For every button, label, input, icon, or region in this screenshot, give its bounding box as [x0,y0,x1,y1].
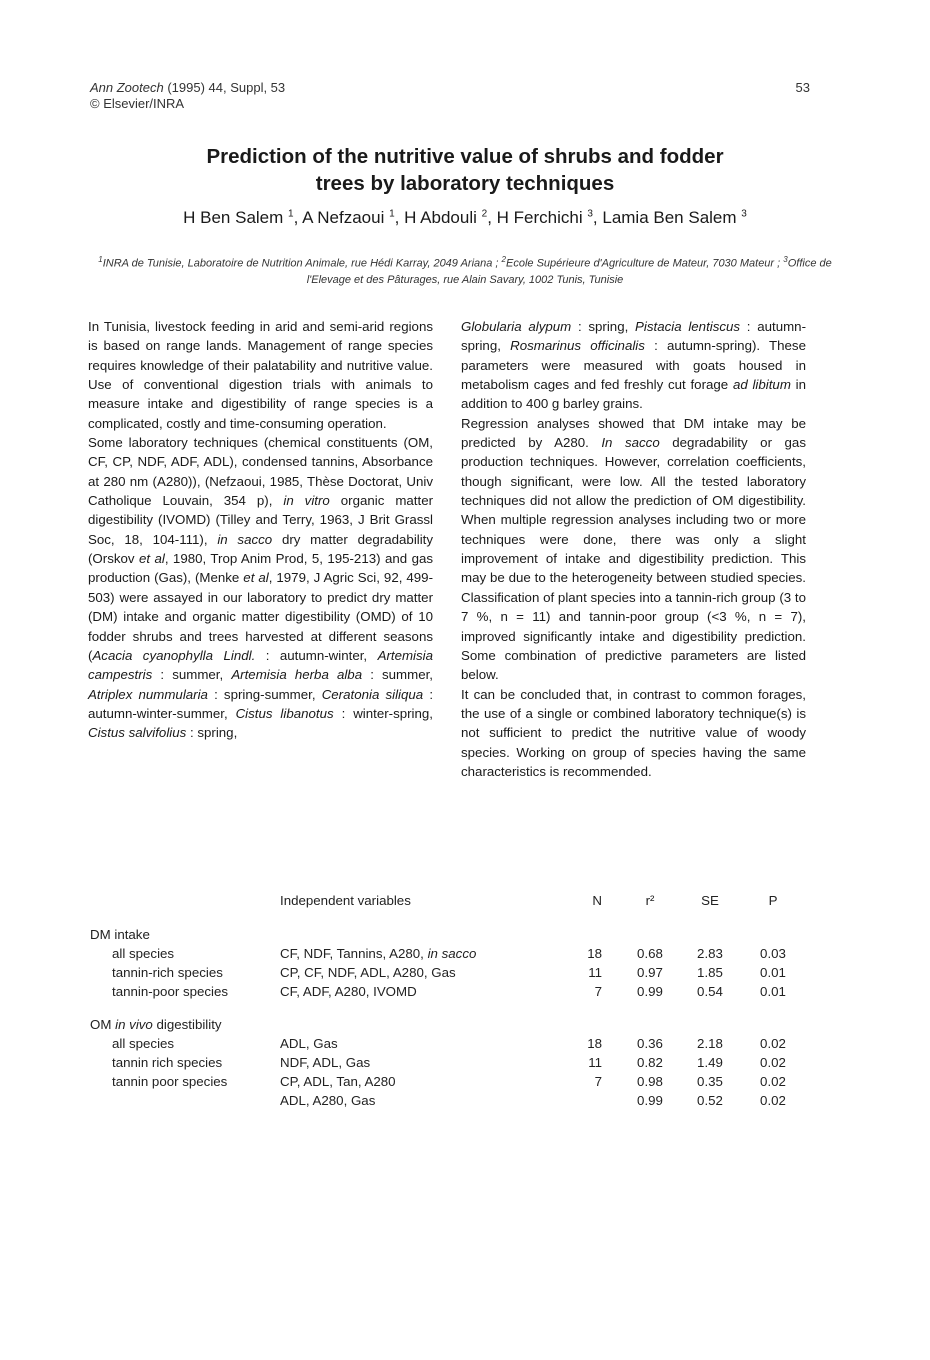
page-number: 53 [795,80,810,95]
body-column-left [88,317,433,743]
author: H Abdouli [404,208,477,227]
running-header [90,80,810,112]
affiliations: $^1$INRA de Tunisie, Laboratoire de Nutrition Animale, rue Hédi Karray, 2049 Ariana ; $^2$Ecole Supérieure d'Agriculture de Mateur, 7030 Mateur ; $^3$Office de l'Elevage et des Pâturages, rue Alain Savary, 1002 Tunis, Tunisie [98,255,832,286]
author-list: H Ben Salem $^1$, A Nefzaoui $^1$, H Abdouli $^2$, H Ferchichi $^3$, Lamia Ben Salem $^3$ [183,208,747,227]
table-row: tannin rich species NDF, ADL, Gas 11 0.82 1.49 0.02 [112,1055,786,1070]
journal-citation: Ann Zootech (1995) 44, Suppl, 53 [90,80,286,95]
paragraph-methods: Some laboratory techniques (chemical constituents (OM, CF, CP, NDF, ADF, ADL), condensed tannins, Absorbance at 280 nm (A280)), (Nefzaoui, 1985, Thèse Doctorat, Univ Catholique Louvain, 354 p), in vitro organic matter digestibility (IVOMD) (Tilley and Terry, 1963, J Brit Grassl Soc, 18, 104-111), in sacco dry matter degradability (Orskov et al, 1980, Trop Anim Prod, 5, 195-213) and gas production (Gas), (Menke et al, 1979, J Agric Sci, 92, 499-503) were assayed in our laboratory to predict dry matter (DM) intake and organic matter digestibility (OMD) of 10 fodder shrubs and trees harvested at different seasons (Acacia cyanophylla Lindl. : autumn-winter, Artemisia campestris : summer, Artemisia herba alba : summer, Atriplex nummularia : spring-summer, Ceratonia siliqua : autumn-winter-summer, Cistus libanotus : winter-spring, Cistus salvifolius : spring, [88,435,434,741]
publisher-line: © Elsevier/INRA [90,96,185,111]
table-section-dm-intake: DM intake [90,927,150,942]
col-header-n: N [592,893,602,908]
author: H Ben Salem [183,208,284,227]
author: Lamia Ben Salem [602,208,737,227]
table-row: all species CF, NDF, Tannins, A280, in sacco 18 0.68 2.83 0.03 [112,946,786,961]
table-row: tannin poor species CP, ADL, Tan, A280 7 0.98 0.35 0.02 [112,1074,786,1089]
author: A Nefzaoui [302,208,385,227]
table-section-om-digestibility: OM in vivo digestibility [90,1017,222,1032]
paragraph-conclusion: It can be concluded that, in contrast to common forages, the use of a single or combined laboratory technique(s) is not sufficient to predict the nutritive value of woody species. Working on group of species having the same characteristics is recommended. [461,686,806,779]
table-row: all species ADL, Gas 18 0.36 2.18 0.02 [112,1036,786,1051]
col-header-vars: Independent variables [280,893,411,908]
paragraph-results: Regression analyses showed that DM intake may be predicted by A280. In sacco degradability or gas production techniques. However, correlation coefficients, though significant, were low. All the tested laboratory techniques did not allow the prediction of OM digestibility. When multiple regression analyses including two or more techniques were done, there was only a slight improvement of intake and digestibility prediction. This may be due to the heterogeneity between studied species. Classification of plant species into a tannin-rich group (3 to 7 %, n = 11) and tannin-poor group (<3 %, n = 7), improved significantly intake and digestibility prediction. Some combination of predictive parameters are listed below. [461,415,806,683]
author: H Ferchichi [496,208,583,227]
table-header-row [90,893,830,912]
col-header-r2: r² [645,893,655,908]
col-header-se: SE [701,893,719,908]
table-row: tannin-poor species CF, ADF, A280, IVOMD 7 0.99 0.54 0.01 [112,984,786,999]
col-header-p: P [768,893,778,908]
table-row: ADL, A280, Gas 0.99 0.52 0.02 [280,1093,786,1108]
paragraph-intro: In Tunisia, livestock feeding in arid and semi-arid regions is based on range lands. Management of range species requires knowledge of their palatability and nutritive value. Use of conventional digestion trials with animals to measure intake and digestibility of range species is a complicated, costly and time-consuming operation. [88,319,433,431]
paragraph-methods-cont: Globularia alypum : spring, Pistacia lentiscus : autumn-spring, Rosmarinus officinalis : autumn-spring). These parameters were measured with goats housed in metabolism cages and fed freshly cut forage ad libitum in addition to 400 g barley grains. [461,319,807,412]
table-row: tannin-rich species CP, CF, NDF, ADL, A280, Gas 11 0.97 1.85 0.01 [112,965,786,980]
paper-title: Prediction of the nutritive value of shrubs and fodder trees by laboratory techniques [206,145,724,195]
body-column-right [461,317,806,781]
